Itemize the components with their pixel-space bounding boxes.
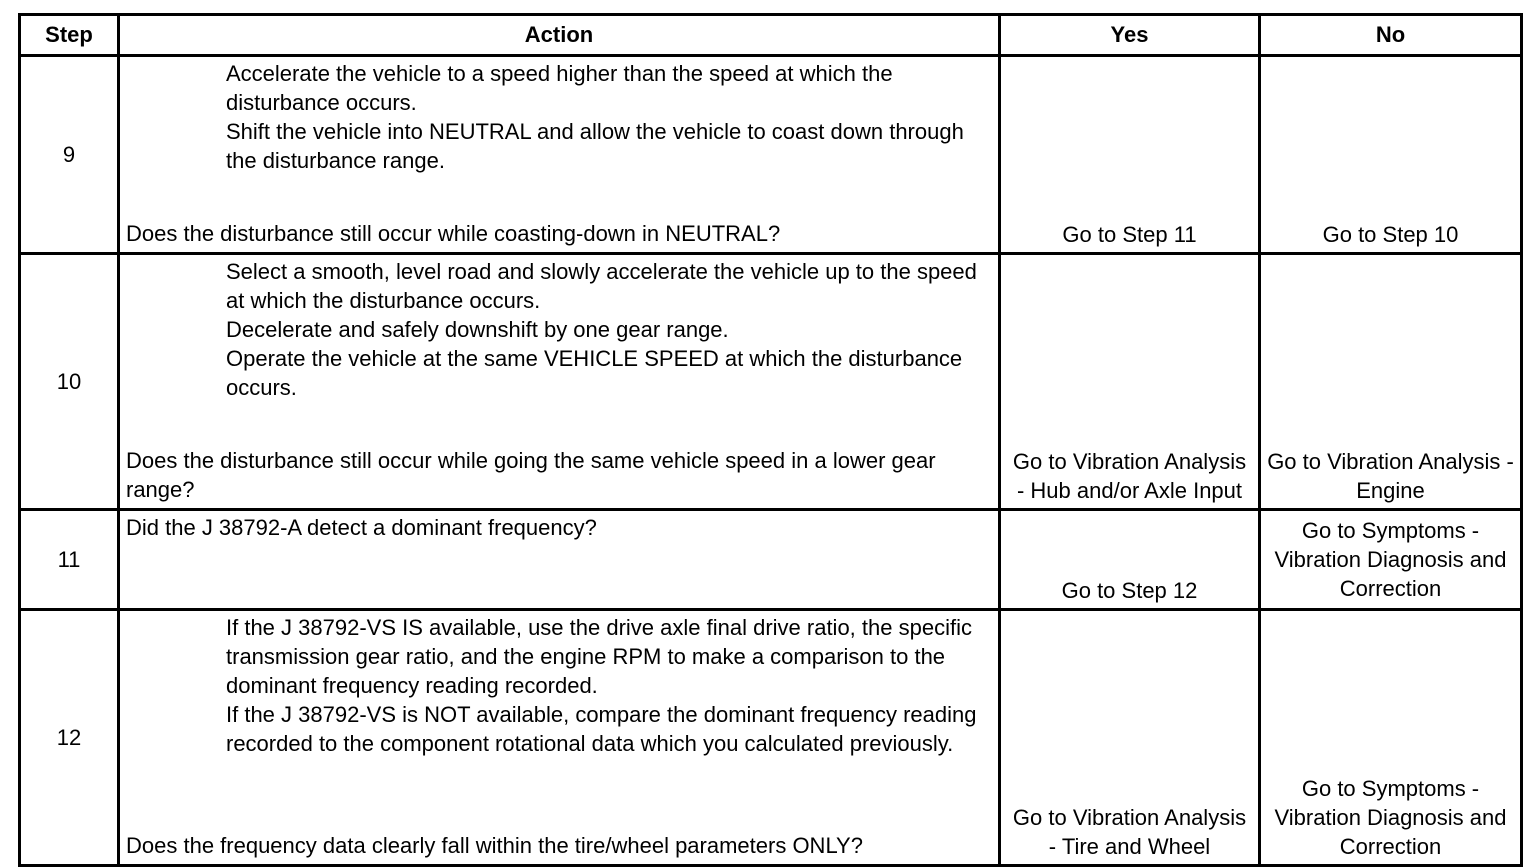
no-result: Go to Vibration Analysis - Engine [1260,254,1522,510]
no-result: Go to Symptoms - Vibration Diagnosis and Correction [1260,610,1522,866]
question: Does the disturbance still occur while going the same vehicle speed in a lower gear range? [126,448,936,502]
instruction: Operate the vehicle at the same VEHICLE SPEED at which the disturbance occurs. [226,346,963,400]
question: Does the disturbance still occur while coasting-down in NEUTRAL? [126,221,781,246]
instruction: Select a smooth, level road and slowly accelerate the vehicle up to the speed at which the disturbance occurs. [226,259,977,313]
action-cell [119,56,1000,254]
header-action: Action [119,15,1000,56]
yes-result: Go to Vibration Analysis - Hub and/or Axle Input [1000,254,1260,510]
instruction-list [126,613,992,758]
step-number: 9 [20,56,119,254]
header-yes: Yes [1000,15,1260,56]
table-row [20,610,1522,866]
instruction: Decelerate and safely downshift by one gear range. [226,317,729,342]
step-number: 10 [20,254,119,510]
instruction-list [126,257,992,402]
table-row [20,510,1522,610]
question: Did the J 38792-A detect a dominant frequency? [126,515,597,540]
yes-result: Go to Step 12 [1000,510,1260,610]
action-cell [119,610,1000,866]
instruction-list [126,59,992,175]
table-row [20,254,1522,510]
instruction: If the J 38792-VS is NOT available, compare the dominant frequency reading recorded to the component rotational data which you calculated previously. [226,702,977,756]
no-result: Go to Symptoms - Vibration Diagnosis and Correction [1260,510,1522,610]
header-step: Step [20,15,119,56]
instruction: Shift the vehicle into NEUTRAL and allow the vehicle to coast down through the disturbance range. [226,119,964,173]
no-result: Go to Step 10 [1260,56,1522,254]
instruction: Accelerate the vehicle to a speed higher than the speed at which the disturbance occurs. [226,61,893,115]
instruction: If the J 38792-VS IS available, use the drive axle final drive ratio, the specific transmission gear ratio, and the engine RPM to make a comparison to the dominant frequency reading recorded. [226,615,972,698]
yes-result: Go to Vibration Analysis - Tire and Wheel [1000,610,1260,866]
step-number: 12 [20,610,119,866]
question: Does the frequency data clearly fall within the tire/wheel parameters ONLY? [126,833,863,858]
table-row [20,56,1522,254]
diagnostic-table [18,13,1523,867]
header-no: No [1260,15,1522,56]
yes-result: Go to Step 11 [1000,56,1260,254]
action-cell [119,254,1000,510]
header-row [20,15,1522,56]
step-number: 11 [20,510,119,610]
action-cell [119,510,1000,610]
